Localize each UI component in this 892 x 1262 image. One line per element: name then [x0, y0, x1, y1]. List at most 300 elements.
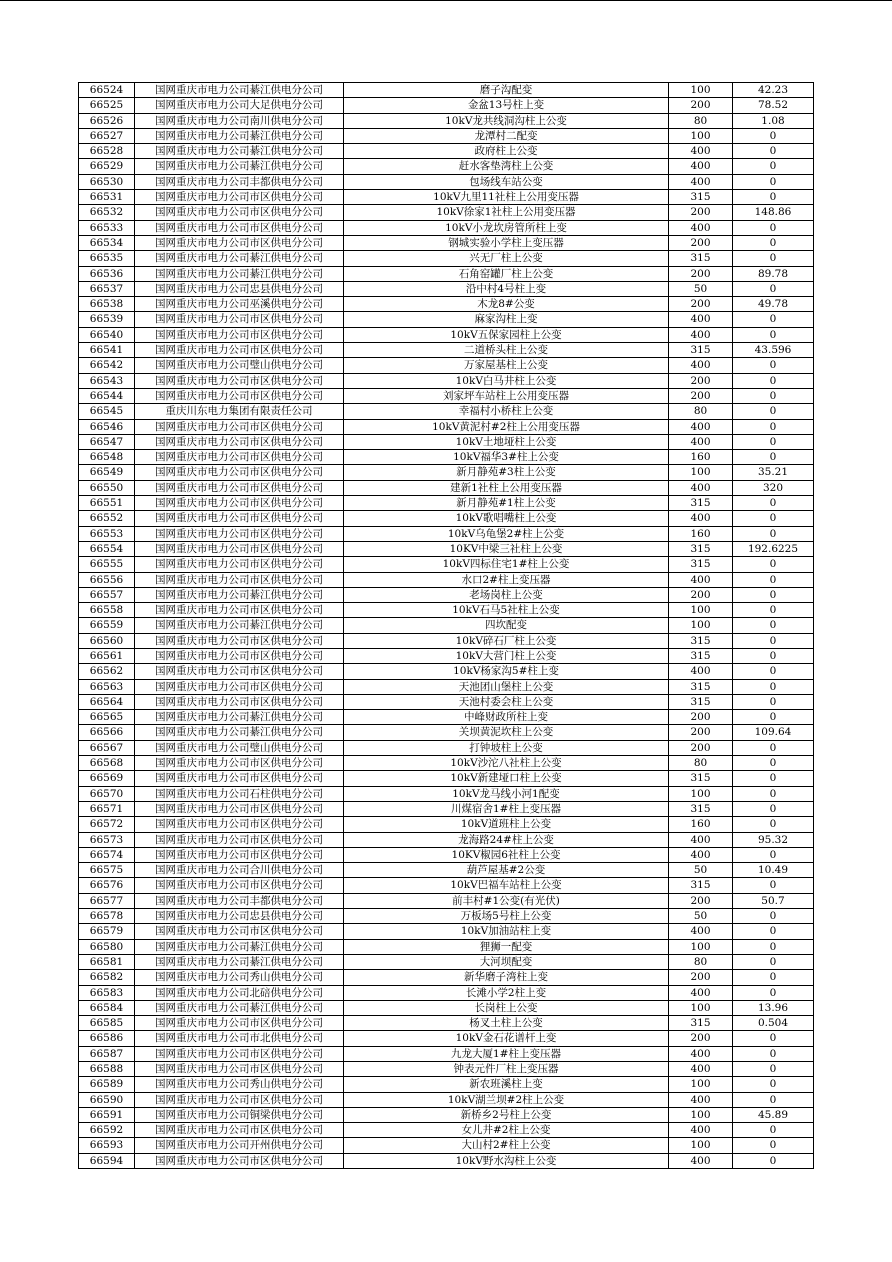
table-row [79, 1000, 814, 1015]
capacity-cell: 315 [669, 633, 733, 648]
transformer-name-cell: 10kV龙马线小河1配变 [344, 786, 669, 801]
company-cell: 国网重庆市电力公司市区供电分公司 [135, 419, 344, 434]
table-row [79, 128, 814, 143]
value-cell: 1.08 [733, 113, 814, 128]
row-id-cell: 66538 [79, 297, 135, 312]
capacity-cell: 80 [669, 954, 733, 969]
value-cell: 0 [733, 710, 814, 725]
table-row [79, 572, 814, 587]
company-cell: 国网重庆市电力公司铜梁供电分公司 [135, 1107, 344, 1122]
table-row [79, 771, 814, 786]
table-row [79, 465, 814, 480]
row-id-cell: 66544 [79, 388, 135, 403]
transformer-name-cell: 新华磨子湾柱上变 [344, 970, 669, 985]
table-row [79, 893, 814, 908]
row-id-cell: 66530 [79, 174, 135, 189]
table-row [79, 358, 814, 373]
capacity-cell: 200 [669, 205, 733, 220]
transformer-name-cell: 长滩小学2柱上变 [344, 985, 669, 1000]
value-cell: 0 [733, 419, 814, 434]
table-row [79, 863, 814, 878]
capacity-cell: 80 [669, 113, 733, 128]
transformer-name-cell: 10kV土地垭柱上公变 [344, 434, 669, 449]
transformer-name-cell: 女儿井#2柱上公变 [344, 1123, 669, 1138]
transformer-name-cell: 天池团山堡柱上公变 [344, 679, 669, 694]
transformer-name-cell: 10kV新建垭口柱上公变 [344, 771, 669, 786]
value-cell: 0 [733, 511, 814, 526]
capacity-cell: 400 [669, 480, 733, 495]
capacity-cell: 160 [669, 526, 733, 541]
capacity-cell: 315 [669, 541, 733, 556]
row-id-cell: 66550 [79, 480, 135, 495]
value-cell: 0 [733, 1077, 814, 1092]
company-cell: 国网重庆市电力公司大足供电分公司 [135, 98, 344, 113]
capacity-cell: 200 [669, 725, 733, 740]
table-row [79, 450, 814, 465]
company-cell: 国网重庆市电力公司市区供电分公司 [135, 235, 344, 250]
value-cell: 0 [733, 404, 814, 419]
row-id-cell: 66548 [79, 450, 135, 465]
capacity-cell: 315 [669, 694, 733, 709]
transformer-name-cell: 10kV白马井柱上公变 [344, 373, 669, 388]
table-row [79, 1107, 814, 1122]
table-row [79, 587, 814, 602]
table-row [79, 664, 814, 679]
transformer-name-cell: 10kV湖兰坝#2柱上公变 [344, 1092, 669, 1107]
row-id-cell: 66556 [79, 572, 135, 587]
company-cell: 国网重庆市电力公司市区供电分公司 [135, 450, 344, 465]
capacity-cell: 200 [669, 1031, 733, 1046]
company-cell: 国网重庆市电力公司市区供电分公司 [135, 924, 344, 939]
company-cell: 国网重庆市电力公司綦江供电分公司 [135, 725, 344, 740]
row-id-cell: 66536 [79, 266, 135, 281]
value-cell: 0 [733, 817, 814, 832]
capacity-cell: 100 [669, 128, 733, 143]
capacity-cell: 400 [669, 174, 733, 189]
row-id-cell: 66533 [79, 220, 135, 235]
value-cell: 10.49 [733, 863, 814, 878]
company-cell: 国网重庆市电力公司市区供电分公司 [135, 190, 344, 205]
row-id-cell: 66564 [79, 694, 135, 709]
row-id-cell: 66580 [79, 939, 135, 954]
transformer-name-cell: 10kV杨家沟5#柱上变 [344, 664, 669, 679]
row-id-cell: 66569 [79, 771, 135, 786]
transformer-name-cell: 10kV沙沱八社柱上公变 [344, 756, 669, 771]
value-cell: 109.64 [733, 725, 814, 740]
table-row [79, 786, 814, 801]
transformer-name-cell: 10KV椒园6社柱上公变 [344, 847, 669, 862]
table-row [79, 648, 814, 663]
table-row [79, 1153, 814, 1168]
capacity-cell: 400 [669, 419, 733, 434]
capacity-cell: 315 [669, 648, 733, 663]
company-cell: 国网重庆市电力公司市区供电分公司 [135, 511, 344, 526]
capacity-cell: 315 [669, 878, 733, 893]
row-id-cell: 66554 [79, 541, 135, 556]
row-id-cell: 66537 [79, 281, 135, 296]
value-cell: 0 [733, 985, 814, 1000]
row-id-cell: 66587 [79, 1046, 135, 1061]
row-id-cell: 66524 [79, 83, 135, 98]
capacity-cell: 400 [669, 572, 733, 587]
table-row [79, 939, 814, 954]
transformer-name-cell: 狸狮一配变 [344, 939, 669, 954]
capacity-cell: 100 [669, 1000, 733, 1015]
row-id-cell: 66572 [79, 817, 135, 832]
capacity-cell: 315 [669, 801, 733, 816]
table-row [79, 924, 814, 939]
capacity-cell: 160 [669, 817, 733, 832]
row-id-cell: 66590 [79, 1092, 135, 1107]
capacity-cell: 400 [669, 985, 733, 1000]
value-cell: 35.21 [733, 465, 814, 480]
row-id-cell: 66565 [79, 710, 135, 725]
company-cell: 国网重庆市电力公司市区供电分公司 [135, 312, 344, 327]
capacity-cell: 200 [669, 740, 733, 755]
transformer-name-cell: 水口2#柱上变压器 [344, 572, 669, 587]
company-cell: 国网重庆市电力公司市区供电分公司 [135, 648, 344, 663]
row-id-cell: 66583 [79, 985, 135, 1000]
transformer-name-cell: 葫芦屋基#2公变 [344, 863, 669, 878]
capacity-cell: 400 [669, 924, 733, 939]
company-cell: 国网重庆市电力公司綦江供电分公司 [135, 159, 344, 174]
value-cell: 0 [733, 496, 814, 511]
transformer-name-cell: 四坎配变 [344, 618, 669, 633]
transformer-name-cell: 石角窑罐厂柱上公变 [344, 266, 669, 281]
transformer-name-cell: 万家屋基柱上公变 [344, 358, 669, 373]
capacity-cell: 400 [669, 358, 733, 373]
company-cell: 国网重庆市电力公司市区供电分公司 [135, 434, 344, 449]
table-row [79, 526, 814, 541]
table-row [79, 511, 814, 526]
capacity-cell: 200 [669, 373, 733, 388]
transformer-name-cell: 10kV黄泥村#2柱上公用变压器 [344, 419, 669, 434]
table-row [79, 174, 814, 189]
company-cell: 国网重庆市电力公司秀山供电分公司 [135, 970, 344, 985]
transformer-name-cell: 关坝黄泥坎柱上公变 [344, 725, 669, 740]
value-cell: 0 [733, 526, 814, 541]
company-cell: 国网重庆市电力公司市区供电分公司 [135, 694, 344, 709]
transformer-name-cell: 金盆13号柱上变 [344, 98, 669, 113]
row-id-cell: 66570 [79, 786, 135, 801]
transformer-name-cell: 10kV歌唱嘴柱上公变 [344, 511, 669, 526]
table-row [79, 373, 814, 388]
capacity-cell: 200 [669, 970, 733, 985]
table-row [79, 1123, 814, 1138]
company-cell: 国网重庆市电力公司市区供电分公司 [135, 526, 344, 541]
company-cell: 国网重庆市电力公司市区供电分公司 [135, 679, 344, 694]
company-cell: 国网重庆市电力公司忠县供电分公司 [135, 909, 344, 924]
capacity-cell: 400 [669, 434, 733, 449]
row-id-cell: 66561 [79, 648, 135, 663]
row-id-cell: 66571 [79, 801, 135, 816]
transformer-name-cell: 包场线车站公变 [344, 174, 669, 189]
capacity-cell: 315 [669, 679, 733, 694]
company-cell: 国网重庆市电力公司石柱供电分公司 [135, 786, 344, 801]
transformer-name-cell: 建新1社柱上公用变压器 [344, 480, 669, 495]
company-cell: 国网重庆市电力公司市区供电分公司 [135, 496, 344, 511]
table-row [79, 281, 814, 296]
row-id-cell: 66525 [79, 98, 135, 113]
table-row [79, 343, 814, 358]
row-id-cell: 66539 [79, 312, 135, 327]
transformer-name-cell: 10kV五保家园柱上公变 [344, 327, 669, 342]
row-id-cell: 66566 [79, 725, 135, 740]
company-cell: 国网重庆市电力公司市区供电分公司 [135, 1123, 344, 1138]
row-id-cell: 66589 [79, 1077, 135, 1092]
table-row [79, 603, 814, 618]
transformer-name-cell: 10kV加油站柱上变 [344, 924, 669, 939]
transformer-name-cell: 10kV九里11社柱上公用变压器 [344, 190, 669, 205]
table-row [79, 756, 814, 771]
row-id-cell: 66584 [79, 1000, 135, 1015]
table-row [79, 83, 814, 98]
value-cell: 0 [733, 281, 814, 296]
transformer-name-cell: 老场岗柱上公变 [344, 587, 669, 602]
transformer-name-cell: 10kV龙共线洞沟柱上公变 [344, 113, 669, 128]
table-row [79, 909, 814, 924]
value-cell: 0 [733, 648, 814, 663]
value-cell: 0 [733, 603, 814, 618]
table-row [79, 404, 814, 419]
row-id-cell: 66593 [79, 1138, 135, 1153]
value-cell: 320 [733, 480, 814, 495]
capacity-cell: 200 [669, 98, 733, 113]
table-row [79, 1031, 814, 1046]
company-cell: 国网重庆市电力公司市区供电分公司 [135, 771, 344, 786]
capacity-cell: 50 [669, 909, 733, 924]
company-cell: 国网重庆市电力公司市区供电分公司 [135, 603, 344, 618]
row-id-cell: 66567 [79, 740, 135, 755]
row-id-cell: 66592 [79, 1123, 135, 1138]
company-cell: 国网重庆市电力公司市区供电分公司 [135, 220, 344, 235]
value-cell: 13.96 [733, 1000, 814, 1015]
transformer-name-cell: 政府柱上公变 [344, 144, 669, 159]
value-cell: 148.86 [733, 205, 814, 220]
row-id-cell: 66540 [79, 327, 135, 342]
row-id-cell: 66585 [79, 1016, 135, 1031]
value-cell: 45.89 [733, 1107, 814, 1122]
transformer-name-cell: 10kV四标住宅1#柱上公变 [344, 557, 669, 572]
table-row [79, 801, 814, 816]
value-cell: 0 [733, 327, 814, 342]
transformer-name-cell: 10kV大营门柱上公变 [344, 648, 669, 663]
value-cell: 0 [733, 373, 814, 388]
table-row [79, 618, 814, 633]
row-id-cell: 66576 [79, 878, 135, 893]
table-row [79, 190, 814, 205]
capacity-cell: 400 [669, 847, 733, 862]
table-row [79, 388, 814, 403]
company-cell: 国网重庆市电力公司忠县供电分公司 [135, 281, 344, 296]
company-cell: 国网重庆市电力公司市区供电分公司 [135, 832, 344, 847]
transformer-name-cell: 刘家坪车站柱上公用变压器 [344, 388, 669, 403]
value-cell: 0 [733, 633, 814, 648]
table-row [79, 694, 814, 709]
value-cell: 0 [733, 786, 814, 801]
capacity-cell: 400 [669, 144, 733, 159]
company-cell: 国网重庆市电力公司璧山供电分公司 [135, 358, 344, 373]
capacity-cell: 400 [669, 220, 733, 235]
table-row [79, 98, 814, 113]
company-cell: 国网重庆市电力公司綦江供电分公司 [135, 587, 344, 602]
company-cell: 国网重庆市电力公司市区供电分公司 [135, 572, 344, 587]
company-cell: 国网重庆市电力公司璧山供电分公司 [135, 740, 344, 755]
transformer-name-cell: 九龙大厦1#柱上变压器 [344, 1046, 669, 1061]
value-cell: 0 [733, 878, 814, 893]
capacity-cell: 400 [669, 664, 733, 679]
row-id-cell: 66529 [79, 159, 135, 174]
value-cell: 0 [733, 190, 814, 205]
value-cell: 0 [733, 924, 814, 939]
table-row [79, 480, 814, 495]
table-row [79, 1046, 814, 1061]
table-row [79, 1016, 814, 1031]
capacity-cell: 400 [669, 1123, 733, 1138]
transformer-name-cell: 10kV徐家1社柱上公用变压器 [344, 205, 669, 220]
table-row [79, 740, 814, 755]
row-id-cell: 66526 [79, 113, 135, 128]
company-cell: 国网重庆市电力公司綦江供电分公司 [135, 266, 344, 281]
value-cell: 0 [733, 251, 814, 266]
value-cell: 0 [733, 939, 814, 954]
company-cell: 国网重庆市电力公司市区供电分公司 [135, 817, 344, 832]
company-cell: 国网重庆市电力公司市区供电分公司 [135, 1153, 344, 1168]
table-row [79, 710, 814, 725]
transformer-name-cell: 赶水客垫湾柱上公变 [344, 159, 669, 174]
table-row [79, 878, 814, 893]
company-cell: 国网重庆市电力公司市区供电分公司 [135, 664, 344, 679]
row-id-cell: 66546 [79, 419, 135, 434]
table-row [79, 312, 814, 327]
value-cell: 0 [733, 1031, 814, 1046]
transformer-name-cell: 新月静苑#1柱上公变 [344, 496, 669, 511]
capacity-cell: 200 [669, 235, 733, 250]
table-row [79, 297, 814, 312]
row-id-cell: 66541 [79, 343, 135, 358]
row-id-cell: 66575 [79, 863, 135, 878]
transformer-name-cell: 龙潭村二配变 [344, 128, 669, 143]
value-cell: 0 [733, 1138, 814, 1153]
page-top-rule [0, 0, 892, 1]
capacity-cell: 100 [669, 83, 733, 98]
value-cell: 0 [733, 1092, 814, 1107]
table-row [79, 985, 814, 1000]
table-row [79, 220, 814, 235]
company-cell: 国网重庆市电力公司市区供电分公司 [135, 1046, 344, 1061]
row-id-cell: 66534 [79, 235, 135, 250]
row-id-cell: 66581 [79, 954, 135, 969]
row-id-cell: 66568 [79, 756, 135, 771]
company-cell: 国网重庆市电力公司市区供电分公司 [135, 343, 344, 358]
value-cell: 0 [733, 1046, 814, 1061]
table-row [79, 725, 814, 740]
transformer-name-cell: 万板场5号柱上公变 [344, 909, 669, 924]
transformer-name-cell: 10kV巴福车站柱上公变 [344, 878, 669, 893]
row-id-cell: 66574 [79, 847, 135, 862]
row-id-cell: 66552 [79, 511, 135, 526]
transformer-table [78, 82, 814, 1169]
transformer-name-cell: 10kV金石花谱杆上变 [344, 1031, 669, 1046]
table-row [79, 266, 814, 281]
transformer-name-cell: 钢城实验小学柱上变压器 [344, 235, 669, 250]
value-cell: 0 [733, 144, 814, 159]
company-cell: 国网重庆市电力公司市区供电分公司 [135, 541, 344, 556]
table-row [79, 235, 814, 250]
row-id-cell: 66531 [79, 190, 135, 205]
capacity-cell: 315 [669, 496, 733, 511]
value-cell: 50.7 [733, 893, 814, 908]
capacity-cell: 200 [669, 893, 733, 908]
table-row [79, 1092, 814, 1107]
company-cell: 国网重庆市电力公司市区供电分公司 [135, 465, 344, 480]
value-cell: 0 [733, 128, 814, 143]
value-cell: 0 [733, 970, 814, 985]
capacity-cell: 200 [669, 297, 733, 312]
capacity-cell: 100 [669, 603, 733, 618]
company-cell: 国网重庆市电力公司綦江供电分公司 [135, 618, 344, 633]
value-cell: 89.78 [733, 266, 814, 281]
row-id-cell: 66532 [79, 205, 135, 220]
capacity-cell: 315 [669, 251, 733, 266]
transformer-name-cell: 麻家沟柱上变 [344, 312, 669, 327]
row-id-cell: 66543 [79, 373, 135, 388]
row-id-cell: 66557 [79, 587, 135, 602]
table-row [79, 679, 814, 694]
transformer-name-cell: 木龙8#公变 [344, 297, 669, 312]
capacity-cell: 160 [669, 450, 733, 465]
value-cell: 43.596 [733, 343, 814, 358]
transformer-name-cell: 10kV小龙坎房管所柱上变 [344, 220, 669, 235]
value-cell: 0 [733, 1153, 814, 1168]
value-cell: 0 [733, 159, 814, 174]
table-row [79, 970, 814, 985]
row-id-cell: 66560 [79, 633, 135, 648]
transformer-name-cell: 打钟坡柱上公变 [344, 740, 669, 755]
value-cell: 0 [733, 450, 814, 465]
row-id-cell: 66577 [79, 893, 135, 908]
table-row [79, 113, 814, 128]
table-row [79, 1138, 814, 1153]
table-row [79, 327, 814, 342]
transformer-name-cell: 10kV道班柱上公变 [344, 817, 669, 832]
value-cell: 0 [733, 740, 814, 755]
transformer-name-cell: 新桥乡2号柱上公变 [344, 1107, 669, 1122]
value-cell: 0 [733, 664, 814, 679]
capacity-cell: 400 [669, 832, 733, 847]
company-cell: 国网重庆市电力公司綦江供电分公司 [135, 710, 344, 725]
company-cell: 国网重庆市电力公司綦江供电分公司 [135, 251, 344, 266]
row-id-cell: 66578 [79, 909, 135, 924]
company-cell: 国网重庆市电力公司綦江供电分公司 [135, 954, 344, 969]
capacity-cell: 315 [669, 557, 733, 572]
value-cell: 0 [733, 1062, 814, 1077]
transformer-name-cell: 10kV野水沟柱上公变 [344, 1153, 669, 1168]
company-cell: 国网重庆市电力公司市区供电分公司 [135, 756, 344, 771]
capacity-cell: 200 [669, 266, 733, 281]
table-row [79, 496, 814, 511]
row-id-cell: 66545 [79, 404, 135, 419]
company-cell: 国网重庆市电力公司市区供电分公司 [135, 557, 344, 572]
value-cell: 0 [733, 235, 814, 250]
row-id-cell: 66553 [79, 526, 135, 541]
row-id-cell: 66562 [79, 664, 135, 679]
table-row [79, 817, 814, 832]
capacity-cell: 400 [669, 1062, 733, 1077]
row-id-cell: 66547 [79, 434, 135, 449]
company-cell: 国网重庆市电力公司市区供电分公司 [135, 327, 344, 342]
company-cell: 国网重庆市电力公司綦江供电分公司 [135, 83, 344, 98]
